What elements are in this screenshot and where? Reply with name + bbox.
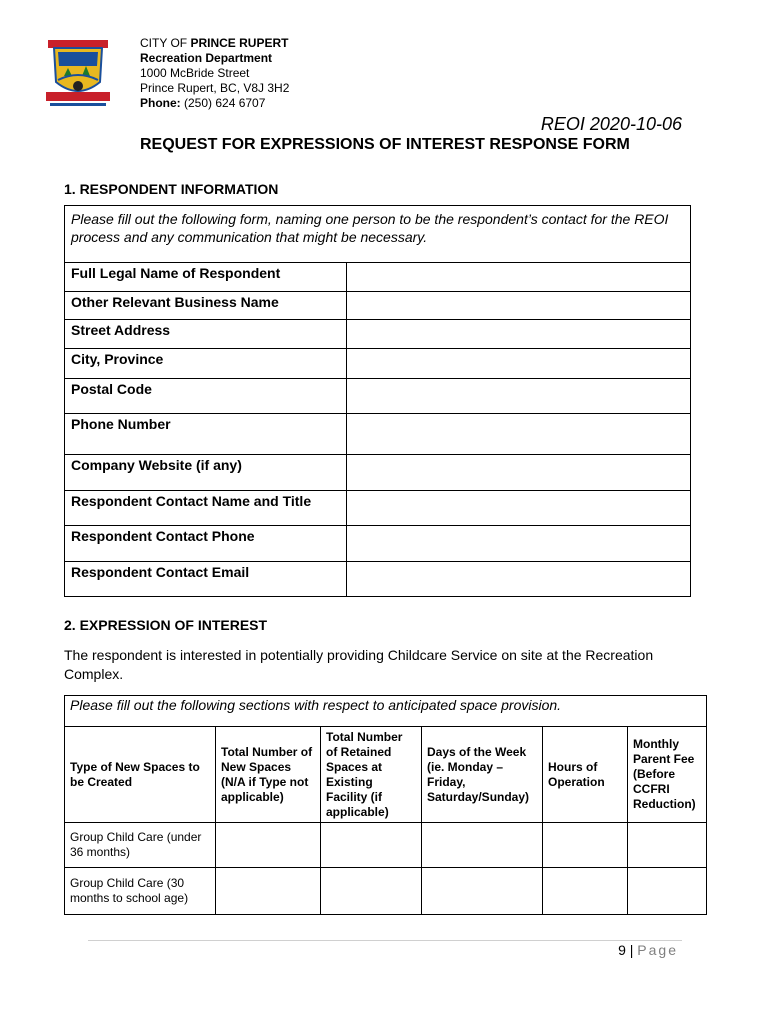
reoi-number: REOI 2020-10-06 [540, 114, 682, 134]
phone-line [140, 96, 289, 111]
field-label: Company Website (if any) [65, 455, 347, 491]
new-spaces-cell[interactable] [216, 823, 321, 868]
column-header: Type of New Spaces to be Created [65, 727, 216, 823]
city-name: PRINCE RUPERT [190, 36, 289, 50]
table-intro: Please fill out the following sections with respect to anticipated space provision. [65, 696, 707, 727]
new-spaces-cell[interactable] [216, 868, 321, 915]
field-label: Phone Number [65, 414, 347, 455]
field-label: Respondent Contact Email [65, 562, 347, 597]
field-label: Full Legal Name of Respondent [65, 263, 347, 292]
field-label: Street Address [65, 320, 347, 349]
field-label: Postal Code [65, 379, 347, 414]
interest-paragraph: The respondent is interested in potentially providing Childcare Service on site at the Recreation Complex. [64, 647, 654, 682]
column-header: Total Number of New Spaces (N/A if Type not applicable) [216, 727, 321, 823]
retained-spaces-cell[interactable] [321, 868, 422, 915]
field-label: Respondent Contact Name and Title [65, 491, 347, 526]
fee-cell[interactable] [628, 868, 707, 915]
city-crest-logo [40, 36, 116, 112]
hours-cell[interactable] [543, 823, 628, 868]
respondent-info-table [64, 205, 691, 597]
column-header: Monthly Parent Fee (Before CCFRI Reduction) [628, 727, 707, 823]
business-name-input[interactable] [347, 292, 691, 320]
city-province-input[interactable] [347, 349, 691, 379]
table-row [65, 823, 707, 868]
days-cell[interactable] [422, 823, 543, 868]
city-line [140, 36, 289, 51]
phone-value: (250) 624 6707 [180, 96, 266, 110]
city-postal: Prince Rupert, BC, V8J 3H2 [140, 81, 290, 95]
street-address-input[interactable] [347, 320, 691, 349]
city-prefix: CITY OF [140, 36, 191, 50]
contact-name-title-input[interactable] [347, 491, 691, 526]
column-header: Total Number of Retained Spaces at Existing Facility (if applicable) [321, 727, 422, 823]
phone-number-input[interactable] [347, 414, 691, 455]
row-label: Group Child Care (under 36 months) [65, 823, 216, 868]
column-header: Days of the Week (ie. Monday – Friday, Saturday/Sunday) [422, 727, 543, 823]
field-label: Other Relevant Business Name [65, 292, 347, 320]
section2-heading: 2. EXPRESSION OF INTEREST [64, 617, 268, 633]
section1-heading: 1. RESPONDENT INFORMATION [64, 181, 279, 197]
company-website-input[interactable] [347, 455, 691, 491]
respondent-intro: Please fill out the following form, naming one person to be the respondent’s contact for the REOI process and any communication that might be necessary. [65, 206, 691, 263]
footer-divider [88, 940, 682, 941]
form-title: REQUEST FOR EXPRESSIONS OF INTEREST RESPONSE FORM [140, 136, 630, 153]
space-provision-table [64, 695, 707, 915]
street-address: 1000 McBride Street [140, 66, 250, 80]
phone-label: Phone: [140, 96, 181, 110]
page-separator: | [625, 942, 638, 958]
field-label: Respondent Contact Phone [65, 526, 347, 562]
hours-cell[interactable] [543, 868, 628, 915]
retained-spaces-cell[interactable] [321, 823, 422, 868]
page-number-value: 9 [618, 942, 626, 958]
column-header: Hours of Operation [543, 727, 628, 823]
field-label: City, Province [65, 349, 347, 379]
days-cell[interactable] [422, 868, 543, 915]
fee-cell[interactable] [628, 823, 707, 868]
department-name: Recreation Department [140, 51, 273, 65]
table-row [65, 868, 707, 915]
contact-phone-input[interactable] [347, 526, 691, 562]
full-legal-name-input[interactable] [347, 263, 691, 292]
row-label: Group Child Care (30 months to school age) [65, 868, 216, 915]
postal-code-input[interactable] [347, 379, 691, 414]
address-block [140, 36, 289, 111]
contact-email-input[interactable] [347, 562, 691, 597]
page-word: Page [637, 942, 678, 958]
page-number [618, 942, 678, 958]
